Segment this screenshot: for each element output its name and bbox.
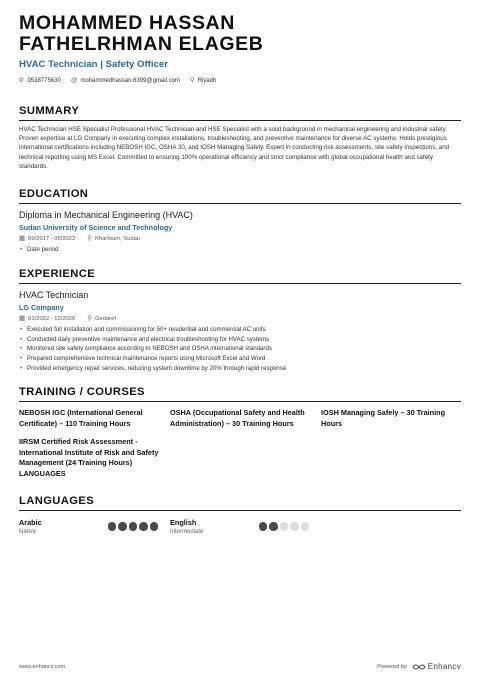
language-level: Intermediate	[170, 529, 204, 536]
location-pin-icon: ⚲	[87, 314, 92, 322]
rating-dot	[290, 522, 299, 531]
rating-dot	[139, 522, 148, 531]
calendar-icon: ▦	[19, 234, 26, 242]
training-heading: TRAINING / COURSES	[19, 386, 461, 402]
footer	[19, 662, 461, 671]
language-rating	[259, 518, 310, 535]
list-item: • Conducted daily preventive maintenance and electrical troubleshooting for HVAC systems	[19, 335, 461, 345]
candidate-name	[19, 13, 461, 55]
course-item: IIRSM Certified Risk Assessment - International Institute of Risk and Safety Management (24 Training Hours) LANGUAGES	[19, 437, 159, 478]
rating-dot	[280, 522, 289, 531]
language-name: English	[170, 518, 197, 528]
training-grid	[19, 408, 461, 479]
summary-heading: SUMMARY	[19, 105, 461, 121]
rating-dot	[301, 522, 310, 531]
rating-dot	[108, 522, 117, 531]
course-item: OSHA (Occupational Safety and Health Administration) – 30 Training Hours	[170, 408, 305, 428]
languages-heading: LANGUAGES	[19, 495, 461, 511]
list-item: • Monitored site safety compliance according to NEBOSH and OSHA international standards	[19, 344, 461, 354]
phone-icon: ✆	[19, 77, 25, 84]
language-name: Arabic	[19, 518, 42, 528]
resume-page	[19, 13, 461, 535]
course-item: IOSH Managing Safely – 30 Training Hours	[321, 408, 446, 428]
contact-location	[190, 78, 216, 85]
experience-bullets	[19, 325, 461, 373]
brand-logo[interactable]	[412, 662, 461, 671]
experience-company: LG Company	[19, 302, 64, 312]
email-icon: @	[70, 77, 78, 84]
education-location-text: Khartoum, Sudan	[94, 235, 141, 242]
language-english	[170, 518, 321, 535]
list-item: • Date period	[19, 245, 461, 255]
education-dates-text: 09/2017 - 05/2022	[28, 235, 76, 242]
list-item: • Executed full installation and commissioning for 50+ residential and commercial AC units	[19, 325, 461, 335]
rating-dot	[129, 522, 138, 531]
rating-dot	[150, 522, 159, 531]
name-line-2: FATHELRHMAN ELAGEB	[19, 33, 264, 55]
education-degree: Diploma in Mechanical Engineering (HVAC)	[19, 209, 193, 220]
contact-email[interactable]	[71, 78, 180, 85]
email-text: mohammedhassan.6399@gmail.com	[80, 78, 180, 85]
name-line-1: MOHAMMED HASSAN	[19, 12, 235, 34]
experience-location-text: Gedaref	[94, 315, 116, 322]
language-arabic	[19, 518, 170, 535]
phone-text: 0538775630	[27, 78, 61, 85]
list-item: • Prepared comprehensive technical maintenance reports using Microsoft Excel and Word	[19, 354, 461, 364]
experience-position: HVAC Technician	[19, 289, 89, 300]
language-rating	[108, 518, 159, 535]
language-level: Native	[19, 529, 37, 536]
calendar-icon: ▦	[19, 314, 26, 322]
location-text: Riyadh	[197, 78, 217, 85]
contact-row	[19, 78, 461, 85]
experience-dates-text: 01/2022 - 12/2026	[28, 315, 76, 322]
education-location	[87, 236, 140, 243]
rating-dot	[118, 522, 127, 531]
education-heading: EDUCATION	[19, 188, 461, 204]
footer-website[interactable]: www.enhancv.com	[19, 663, 66, 670]
contact-phone	[19, 78, 61, 85]
education-bullets	[19, 245, 461, 255]
location-pin-icon: ⚲	[87, 234, 92, 242]
experience-dates	[19, 316, 75, 323]
powered-by-label: Powered by	[377, 663, 407, 670]
experience-heading: EXPERIENCE	[19, 268, 461, 284]
education-school: Sudan University of Science and Technology	[19, 222, 173, 232]
powered-by	[377, 662, 461, 671]
experience-location	[87, 316, 116, 323]
candidate-role: HVAC Technician | Safety Officer	[19, 59, 168, 70]
experience-meta	[19, 316, 461, 323]
course-item: NEBOSH IGC (International General Certificate) – 110 Training Hours	[19, 408, 143, 428]
rating-dot	[259, 522, 268, 531]
list-item: • Provided emergency repair services, reducing system downtime by 20% through rapid response	[19, 364, 461, 374]
languages-row	[19, 518, 461, 535]
location-pin-icon: ⚲	[189, 77, 195, 84]
education-meta	[19, 236, 461, 243]
education-dates	[19, 236, 75, 243]
enhancv-logo-icon	[412, 663, 426, 671]
brand-name: Enhancv	[427, 662, 461, 671]
rating-dot	[269, 522, 278, 531]
summary-text: HVAC Technician HSE Specialist Professional HVAC Technician and HSE Specialist with a solid background in mechanical engineering and industrial safety. Proven expertise at LG Company in executing complex installations, troubleshooting, and preventive maintenance for diverse AC systems. Holds prestigious international certifications including NEBOSH IGC, OSHA 30, and IOSH Managing Safely. Expert in conducting risk assessments, site safety inspections, and technical reporting using MS Excel. Committed to ensuring 100% operational efficiency and strict compliance with global occupational health and safety standards.	[19, 125, 450, 171]
